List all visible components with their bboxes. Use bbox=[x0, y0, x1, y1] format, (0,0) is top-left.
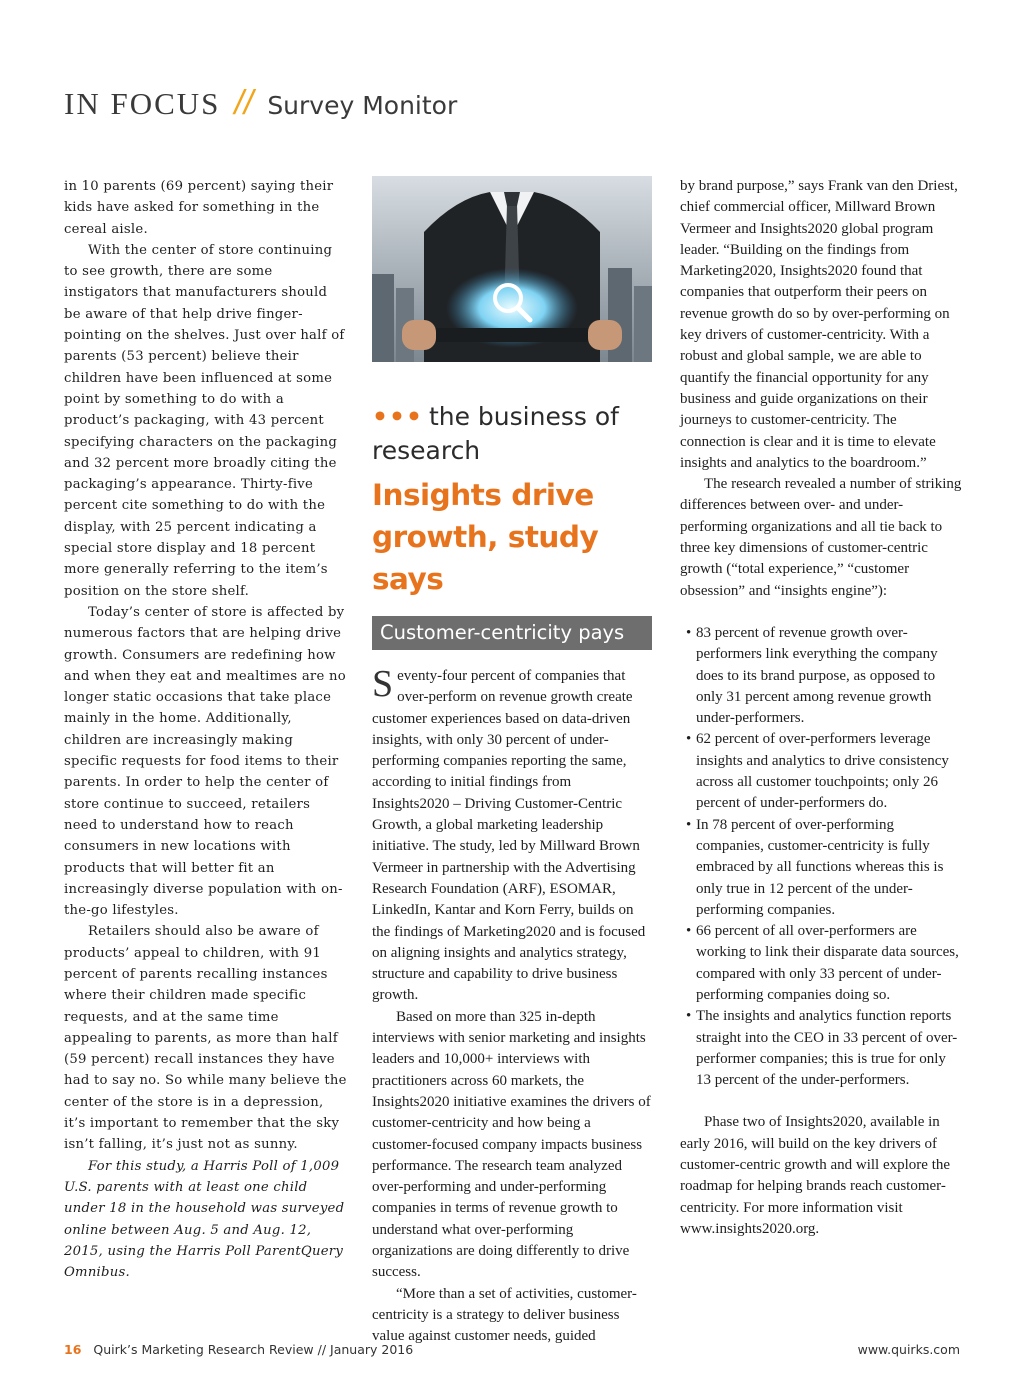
left-paragraph-4: Retailers should also be aware of products’ appeal to children, with 91 percent of parents recalling instances where their children made specific requests, and at the same time appealing to parents, as more than half (59 percent) recall instances they have had to say no. So while many believe the center of the store is in a depression, it’s important to remember that the sky isn’t falling, it’s just not as sunny. bbox=[64, 924, 347, 1153]
article-subhead: Customer-centricity pays bbox=[372, 616, 652, 650]
mid-paragraph-2: “More than a set of activities, customer-centricity is a strategy to deliver business value against customer needs, guided bbox=[372, 1285, 637, 1345]
kicker-text: the business of research bbox=[372, 402, 619, 465]
middle-column bbox=[372, 176, 652, 1348]
lead-paragraph-text: eventy-four percent of companies that over-perform on revenue growth create customer experiences based on data-driven insights, with only 30 percent of under-performing companies reporting the same, according to initial findings from Insights2020 – Driving Customer-Centric Growth, a global marketing leadership initiative. The study, led by Millward Brown Vermeer in partnership with the Advertising Research Foundation (ARF), ESOMAR, LinkedIn, Kantar and Korn Ferry, builds on the findings of Marketing2020 and is focused on aligning insights and analytics strategy, structure and capability to drive business growth. bbox=[372, 668, 646, 1004]
left-paragraph-2: With the center of store continuing to see growth, there are some instigators that manufacturers should be aware of that help drive finger-pointing on the shelves. Just over half of parents (53 percent) believe their children have been influenced at some point by something to do with a product’s packaging, with 43 percent specifying characters on the packaging and 32 percent more broadly citing the packaging’s appearance. Thirty-five percent cite something to do with the display, with 25 percent indicating a special store display and 18 percent more generally referring to the item’s position on the store shelf. bbox=[64, 242, 345, 599]
left-paragraph-1: in 10 parents (69 percent) saying their kids have asked for something in the cereal aisle. bbox=[64, 179, 334, 237]
methodology-note: For this study, a Harris Poll of 1,009 U.S. parents with at least one child under 18 in the household was surveyed online between Aug. 5 and Aug. 12, 2015, using the Harris Poll ParentQuery Omnibus. bbox=[64, 1158, 345, 1281]
page-number: 16 bbox=[64, 1342, 82, 1357]
article-body-start bbox=[372, 663, 652, 1348]
bullet-icon: • bbox=[686, 1008, 692, 1025]
website-link[interactable]: www.quirks.com bbox=[857, 1342, 960, 1357]
list-item: • In 78 percent of over-performing companies, customer-centricity is fully embraced by all functions whereas this is only true in 12 percent of the under-performing companies. bbox=[686, 816, 944, 918]
drop-cap: S bbox=[372, 663, 394, 705]
section-title: IN FOCUS bbox=[64, 86, 221, 121]
business-tablet-photo bbox=[372, 176, 652, 362]
article-headline: Insights drive growth, study says bbox=[372, 478, 599, 596]
page-footer bbox=[64, 1342, 413, 1357]
list-item: • 66 percent of all over-performers are working to link their disparate data sources, compared with only 33 percent of under-performing companies doing so. bbox=[686, 923, 959, 1003]
kicker-dots-icon: ••• bbox=[372, 402, 423, 431]
bullet-icon: • bbox=[686, 731, 692, 748]
page-header bbox=[64, 84, 457, 124]
list-item: • 83 percent of revenue growth over-performers link everything the company does to its brand purpose, as opposed to only 31 percent among revenue growth under-performers. bbox=[686, 624, 938, 727]
closing-paragraph: Phase two of Insights2020, available in early 2016, will build on the key drivers of customer-centric growth and will explore the roadmap for helping brands reach customer-centricity. For more information visit www.insights2020.org. bbox=[680, 1114, 951, 1237]
right-column bbox=[680, 176, 962, 1240]
findings-list bbox=[686, 623, 962, 1092]
publication-line: Quirk’s Marketing Research Review // January 2016 bbox=[93, 1342, 414, 1357]
right-paragraph-2: The research revealed a number of striking differences between over- and under-performing organizations and all tie back to three key dimensions of customer-centric growth (“total experience,” “customer obsession” and “insights engine”): bbox=[680, 476, 962, 599]
section-divider: // bbox=[234, 84, 254, 122]
mid-paragraph-1: Based on more than 325 in-depth interviews with senior marketing and insights leaders and 10,000+ interviews with practitioners across 60 markets, the Insights2020 initiative examines the drivers of customer-centricity and how being a customer-focused company impacts business performance. The research team analyzed over-performing and under-performing companies in terms of revenue growth to understand what over-performing organizations are doing differently to drive success. bbox=[372, 1008, 651, 1281]
list-item: • The insights and analytics function reports straight into the CEO in 33 percent of over-performer companies; this is true for only 13 percent of the under-performers. bbox=[686, 1008, 958, 1089]
left-column bbox=[64, 176, 348, 1283]
bullet-icon: • bbox=[686, 816, 692, 833]
left-paragraph-3: Today’s center of store is affected by numerous factors that are helping drive growth. Consumers are redefining how and when they eat and mealtimes are no longer static occasions that take place mainly in the home. Additionally, children are increasingly making specific requests for food items to their parents. In order to help the center of store continue to succeed, retailers need to understand how to reach consumers in new locations with products that will better fit an increasingly diverse population with on-the-go lifestyles. bbox=[64, 604, 346, 919]
subsection-title: Survey Monitor bbox=[267, 91, 458, 120]
article-kicker bbox=[372, 400, 652, 468]
list-item: • 62 percent of over-performers leverage insights and analytics to drive consistency across all customer touchpoints; only 26 percent of under-performers do. bbox=[686, 731, 949, 812]
bullet-icon: • bbox=[686, 923, 692, 940]
bullet-icon: • bbox=[686, 624, 692, 641]
lead-paragraph bbox=[372, 663, 652, 1007]
right-paragraph-1: by brand purpose,” says Frank van den Driest, chief commercial officer, Millward Brown Vermeer and Insights2020 global program leader. “Building on the findings from Marketing2020, Insights2020 found that companies that outperform their peers on revenue growth do so by over-performing on key drivers of customer-centricity. With a robust and global sample, we are able to quantify the financial opportunity for any business and guide organizations on their journeys to customer-centricity. The connection is clear and it is time to elevate insights and analytics to the boardroom.” bbox=[680, 178, 958, 471]
